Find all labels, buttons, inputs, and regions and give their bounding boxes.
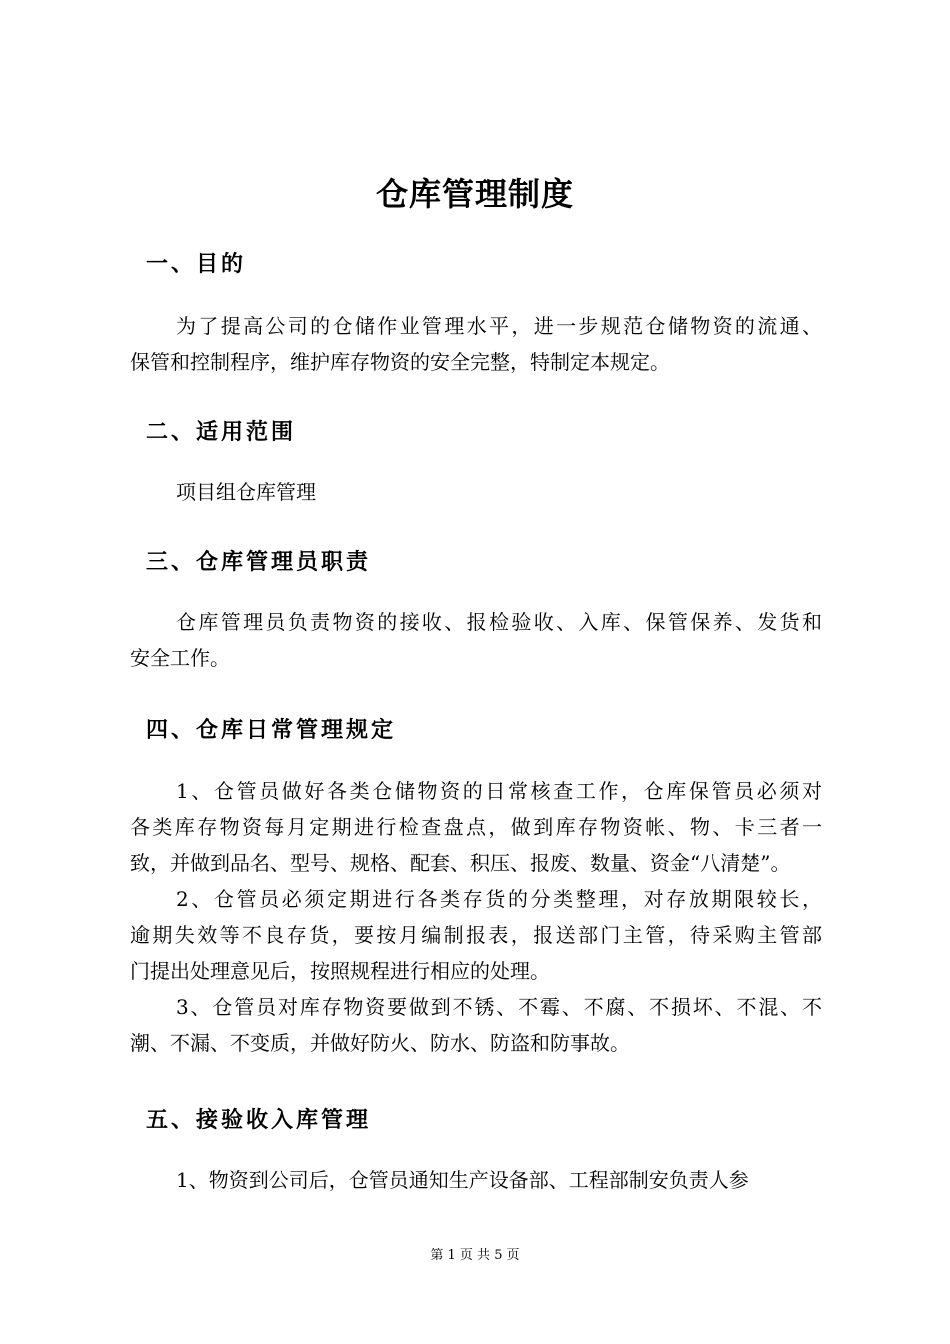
- page-number-footer: 第 1 页 共 5 页: [430, 1248, 520, 1263]
- paragraph-line: 2、仓管员必须定期进行各类存货的分类整理，对存放期限较长，: [176, 887, 822, 911]
- section-heading-duties: 三、仓库管理员职责: [146, 550, 372, 575]
- paragraph-line: 1、仓管员做好各类仓储物资的日常核查工作，仓库保管员必须对: [176, 779, 822, 803]
- paragraph-line: 1、物资到公司后，仓管员通知生产设备部、工程部制安负责人参: [176, 1168, 749, 1192]
- paragraph-line: 门提出处理意见后，按照规程进行相应的处理。: [130, 959, 550, 983]
- paragraph-line: 逾期失效等不良存货，要按月编制报表，报送部门主管，待采购主管部: [130, 923, 822, 947]
- document-title: 仓库管理制度: [375, 175, 574, 213]
- section-body-daily-rules: [130, 773, 822, 1061]
- paragraph-line: 3、仓管员对库存物资要做到不锈、不霉、不腐、不损坏、不混、不: [176, 995, 822, 1019]
- paragraph-line: 潮、不漏、不变质，并做好防火、防水、防盗和防事故。: [130, 1031, 630, 1055]
- paragraph-line: 致，并做到品名、型号、规格、配套、积压、报废、数量、资金“八清楚”。: [130, 851, 791, 875]
- paragraph-line: 仓库管理员负责物资的接收、报检验收、入库、保管保养、发货和: [176, 610, 822, 634]
- section-body-scope: [130, 474, 822, 510]
- section-heading-scope: 二、适用范围: [146, 420, 297, 445]
- section-body-purpose: [130, 308, 822, 380]
- section-heading-purpose: 一、目的: [146, 252, 247, 277]
- paragraph-line: 安全工作。: [130, 646, 230, 670]
- section-heading-receiving: 五、接验收入库管理: [146, 1108, 372, 1133]
- paragraph-line: 项目组仓库管理: [176, 480, 316, 504]
- paragraph-line: 各类库存物资每月定期进行检查盘点，做到库存物资帐、物、卡三者一: [130, 815, 822, 839]
- paragraph-line: 为了提高公司的仓储作业管理水平，进一步规范仓储物资的流通、: [176, 314, 822, 338]
- section-body-receiving: [130, 1162, 822, 1198]
- section-body-duties: [130, 604, 822, 676]
- section-heading-daily-rules: 四、仓库日常管理规定: [146, 718, 397, 743]
- paragraph-line: 保管和控制程序，维护库存物资的安全完整，特制定本规定。: [130, 350, 670, 374]
